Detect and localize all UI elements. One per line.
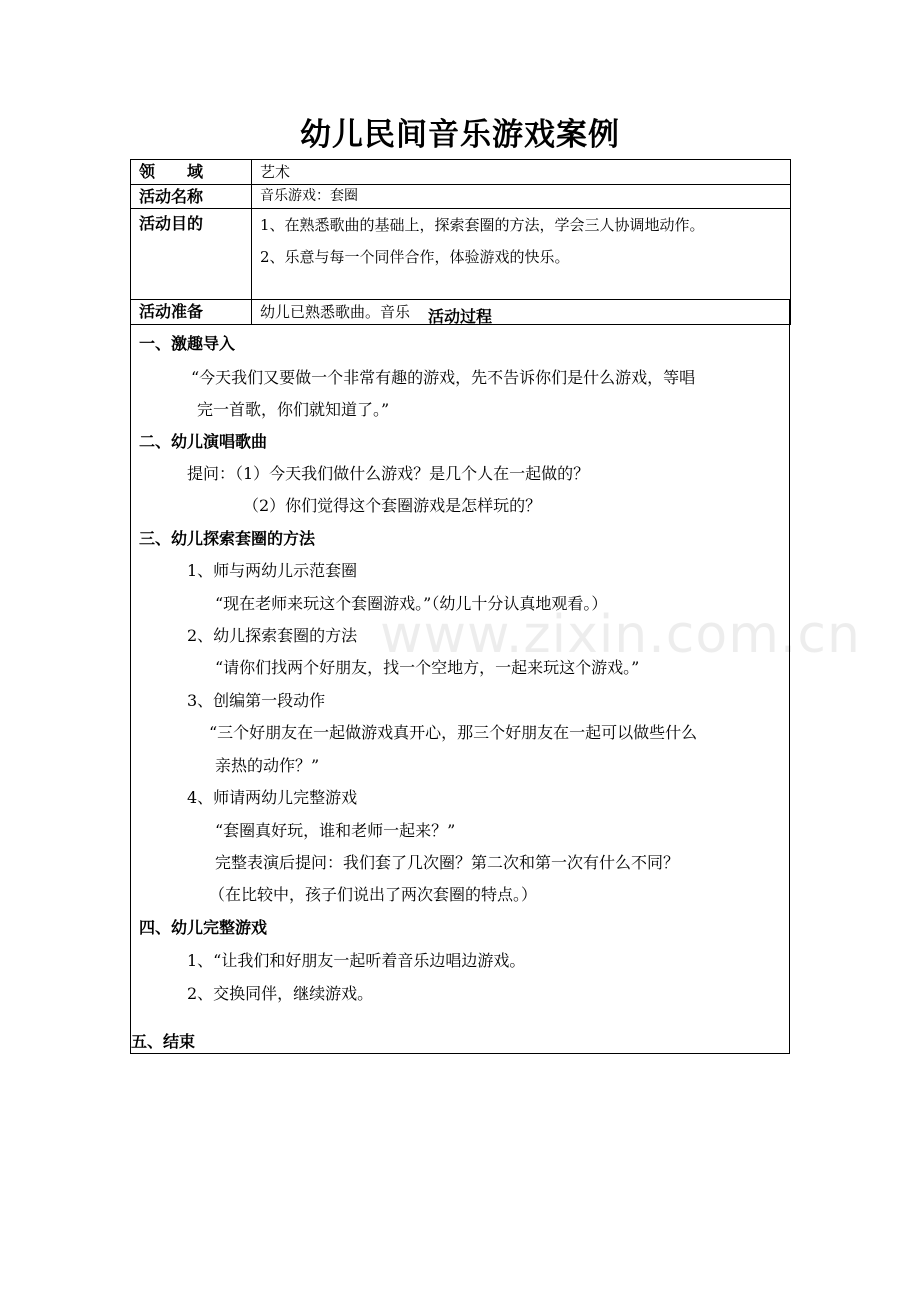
activity-process-section (130, 300, 790, 1054)
name-label: 活动名称 (131, 185, 252, 209)
name-value: 音乐游戏：套圈 (252, 185, 791, 209)
question-1: 提问：（1）今天我们做什么游戏？是几个人在一起做的？ (187, 464, 590, 483)
goal-item-2: 2、乐意与每一个同伴合作，体验游戏的快乐。 (260, 248, 570, 266)
step-2-quote: “请你们找两个好朋友，找一个空地方，一起来玩这个游戏。” (215, 658, 640, 677)
intro-quote-line-2: 完一首歌，你们就知道了。” (197, 400, 390, 419)
step-4-note: （在比较中，孩子们说出了两次套圈的特点。） (209, 885, 538, 904)
game-step-1: 1、“让我们和好朋友一起听着音乐边唱边游戏。 (187, 951, 526, 970)
step-3: 3、创编第一段动作 (187, 691, 326, 710)
goal-item-1: 1、在熟悉歌曲的基础上，探索套圈的方法，学会三人协调地动作。 (260, 216, 705, 234)
step-3-quote-line-2: 亲热的动作？” (215, 756, 320, 775)
domain-label: 领域 (131, 160, 252, 185)
step-3-quote-line-1: “三个好朋友在一起做游戏真开心，那三个好朋友在一起可以做些什么 (209, 723, 698, 742)
name-row (131, 185, 791, 209)
section-heading-1: 一、激趣导入 (139, 334, 236, 353)
prep-value: 幼儿已熟悉歌曲。音乐 (252, 300, 791, 325)
section-heading-3: 三、幼儿探索套圈的方法 (139, 529, 316, 548)
domain-value: 艺术 (252, 160, 791, 185)
section-heading-4: 四、幼儿完整游戏 (139, 918, 268, 937)
goal-value (252, 209, 791, 300)
step-4-question: 完整表演后提问：我们套了几次圈？第二次和第一次有什么不同？ (215, 853, 680, 872)
domain-row (131, 160, 791, 185)
step-1-quote: “现在老师来玩这个套圈游戏。”（幼儿十分认真地观看。） (215, 594, 608, 613)
step-2: 2、幼儿探索套圈的方法 (187, 626, 358, 645)
document-title: 幼儿民间音乐游戏案例 (300, 117, 620, 153)
question-2: （2）你们觉得这个套圈游戏是怎样玩的？ (243, 496, 542, 515)
step-4: 4、师请两幼儿完整游戏 (187, 788, 358, 807)
goal-row (131, 209, 791, 300)
watermark: www.zixin.com.cn (380, 605, 861, 665)
section-heading-2: 二、幼儿演唱歌曲 (139, 432, 268, 451)
process-title: 活动过程 (427, 307, 492, 326)
section-heading-5: 五、结束 (131, 1032, 196, 1051)
step-1: 1、师与两幼儿示范套圈 (187, 561, 358, 580)
step-4-quote: “套圈真好玩，谁和老师一起来？” (215, 821, 456, 840)
intro-quote-line-1: “今天我们又要做一个非常有趣的游戏，先不告诉你们是什么游戏，等唱 (191, 368, 696, 387)
prep-label: 活动准备 (131, 300, 252, 325)
game-step-2: 2、交换同伴，继续游戏。 (187, 984, 374, 1003)
goal-label: 活动目的 (131, 209, 252, 300)
